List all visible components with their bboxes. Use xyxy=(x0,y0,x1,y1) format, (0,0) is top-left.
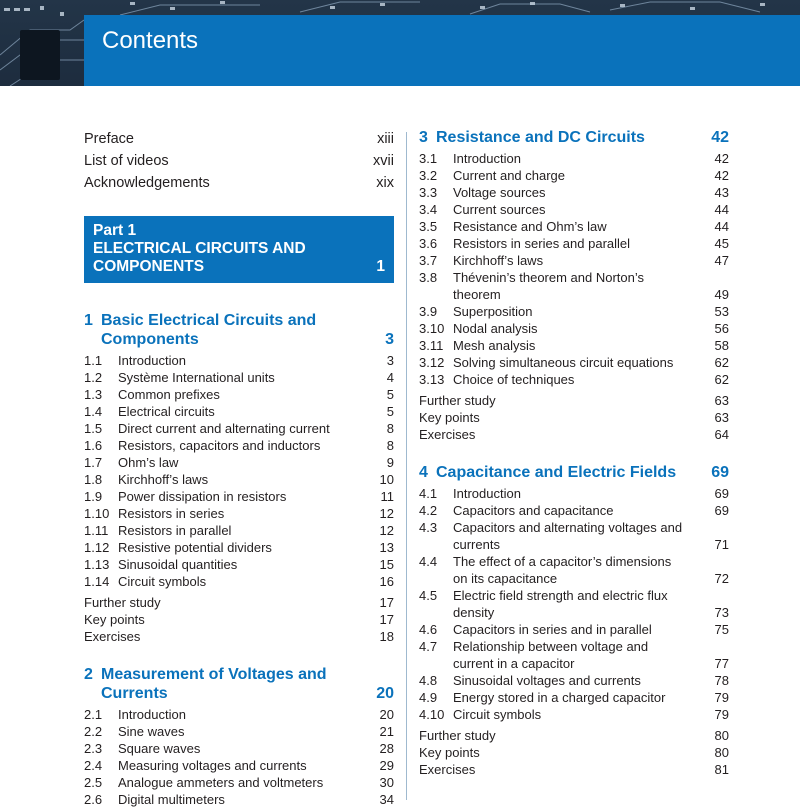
entry-title: Introduction xyxy=(118,707,186,722)
entry-title: Resistance and DC Circuits xyxy=(436,129,645,146)
toc-entry[interactable] xyxy=(419,519,729,553)
page-number: 62 xyxy=(714,372,729,387)
section-number: 4.1 xyxy=(419,486,438,501)
entry-title: Common prefixes xyxy=(118,387,220,402)
section-number: 3.12 xyxy=(419,355,445,370)
entry-title: Key points xyxy=(419,745,480,760)
entry-title: Basic Electrical Circuits and xyxy=(101,312,317,329)
section-number: 2.1 xyxy=(84,707,103,722)
toc-extra-entry[interactable] xyxy=(84,611,394,628)
entry-title: Currents xyxy=(101,685,168,702)
part-label: Part 1 xyxy=(93,222,137,239)
section-number: 4.10 xyxy=(419,707,445,722)
section-number: 3.3 xyxy=(419,185,438,200)
entry-title: Preface xyxy=(84,131,134,147)
entry-title: Circuit symbols xyxy=(453,707,542,722)
section-number: 4.6 xyxy=(419,622,438,637)
toc-entry[interactable] xyxy=(419,218,729,235)
section-number: 1.8 xyxy=(84,472,103,487)
section-number: 4.4 xyxy=(419,554,438,569)
toc-entry[interactable] xyxy=(419,201,729,218)
entry-title: Relationship between voltage and xyxy=(453,639,649,654)
section-number: 1.10 xyxy=(84,506,110,521)
page-number: 17 xyxy=(379,595,394,610)
entry-title: Current sources xyxy=(453,202,546,217)
entry-title: Introduction xyxy=(453,486,521,501)
page-number: 72 xyxy=(714,571,729,586)
entry-title: theorem xyxy=(453,287,501,302)
entry-title: current in a capacitor xyxy=(453,656,575,671)
page-number: 81 xyxy=(714,762,729,777)
entry-title: Acknowledgements xyxy=(84,175,210,191)
toc-entry[interactable] xyxy=(84,471,394,488)
page-number: 28 xyxy=(379,741,394,756)
section-number: 3.4 xyxy=(419,202,438,217)
entry-title: Electric field strength and electric flux xyxy=(453,588,668,603)
toc-entry[interactable] xyxy=(84,403,394,420)
entry-title: Sinusoidal voltages and currents xyxy=(453,673,641,688)
entry-title: Thévenin’s theorem and Norton’s xyxy=(453,270,645,285)
entry-title: Choice of techniques xyxy=(453,372,575,387)
entry-title: Resistors in parallel xyxy=(118,523,232,538)
section-number: 3.9 xyxy=(419,304,438,319)
toc-entry[interactable] xyxy=(419,621,729,638)
section-number: 4.3 xyxy=(419,520,438,535)
entry-title: Ohm’s law xyxy=(118,455,179,470)
entry-title: Resistors, capacitors and inductors xyxy=(118,438,321,453)
section-number: 1.14 xyxy=(84,574,110,589)
front-matter-item[interactable] xyxy=(84,172,394,194)
entry-title: Measurement of Voltages and xyxy=(101,666,327,683)
page-number: 79 xyxy=(714,690,729,705)
toc-entry[interactable] xyxy=(419,167,729,184)
toc-entry[interactable] xyxy=(84,740,394,757)
entry-title: density xyxy=(453,605,495,620)
entry-title: Key points xyxy=(84,612,145,627)
toc-entry[interactable] xyxy=(84,369,394,386)
entry-title: Solving simultaneous circuit equations xyxy=(453,355,674,370)
entry-title: Introduction xyxy=(453,151,521,166)
section-number: 3.5 xyxy=(419,219,438,234)
entry-title: Introduction xyxy=(118,353,186,368)
section-number: 4.9 xyxy=(419,690,438,705)
toc-entry[interactable] xyxy=(419,184,729,201)
page-number: 15 xyxy=(379,557,394,572)
page-number: 16 xyxy=(379,574,394,589)
section-number: 1.6 xyxy=(84,438,103,453)
entry-title: Superposition xyxy=(453,304,533,319)
section-number: 1.2 xyxy=(84,370,103,385)
entry-title: Resistors in series and parallel xyxy=(453,236,631,251)
page-number: 8 xyxy=(386,421,394,436)
section-number: 1.9 xyxy=(84,489,103,504)
page-number: 17 xyxy=(379,612,394,627)
entry-title: Resistive potential dividers xyxy=(118,540,272,555)
section-number: 3.2 xyxy=(419,168,438,183)
toc-entry[interactable] xyxy=(84,437,394,454)
page-number: xix xyxy=(376,175,394,191)
toc-entry[interactable] xyxy=(84,386,394,403)
chapter-1-heading[interactable] xyxy=(84,311,394,349)
page-number: 29 xyxy=(379,758,394,773)
part-1-box[interactable] xyxy=(84,216,394,283)
section-number: 2.5 xyxy=(84,775,103,790)
toc-entry[interactable] xyxy=(84,488,394,505)
section-number: 1.12 xyxy=(84,540,110,555)
page-number: 5 xyxy=(386,404,394,419)
entry-title: Components xyxy=(101,331,199,348)
toc-entry[interactable] xyxy=(84,774,394,791)
page-number: 80 xyxy=(714,728,729,743)
toc-extra-entry[interactable] xyxy=(84,628,394,645)
toc-entry[interactable] xyxy=(419,235,729,252)
toc-entry[interactable] xyxy=(84,556,394,573)
section-number: 3.1 xyxy=(419,151,438,166)
entry-title: Analogue ammeters and voltmeters xyxy=(118,775,324,790)
chapter-3 xyxy=(419,128,729,443)
front-matter-list xyxy=(84,128,394,194)
page-number: 71 xyxy=(714,537,729,552)
section-number: 1.1 xyxy=(84,353,103,368)
toc-extra-entry[interactable] xyxy=(419,409,729,426)
section-number: 3.13 xyxy=(419,372,445,387)
toc-entry[interactable] xyxy=(419,485,729,502)
page-title: Contents xyxy=(102,27,199,54)
entry-title: Current and charge xyxy=(453,168,566,183)
section-number: 1.11 xyxy=(84,523,109,538)
entry-title: Capacitance and Electric Fields xyxy=(436,464,677,481)
entry-title: Sine waves xyxy=(118,724,185,739)
toc-entry[interactable] xyxy=(84,505,394,522)
contents-title-band xyxy=(84,15,800,86)
page-number: 78 xyxy=(714,673,729,688)
entry-title: Digital multimeters xyxy=(118,792,225,807)
page-number: 4 xyxy=(386,370,394,385)
entry-title: Capacitors in series and in parallel xyxy=(453,622,652,637)
section-number: 1.4 xyxy=(84,404,103,419)
page-number: 69 xyxy=(714,503,729,518)
section-number: 3.8 xyxy=(419,270,438,285)
page-number: 43 xyxy=(714,185,729,200)
entry-title: Nodal analysis xyxy=(453,321,538,336)
toc-entry[interactable] xyxy=(84,420,394,437)
entry-title: The effect of a capacitor’s dimensions xyxy=(453,554,672,569)
toc-extra-entry[interactable] xyxy=(419,392,729,409)
section-number: 3.10 xyxy=(419,321,445,336)
toc-extra-entry[interactable] xyxy=(419,761,729,778)
section-number: 1.7 xyxy=(84,455,103,470)
page-number: 42 xyxy=(714,151,729,166)
page-number: 47 xyxy=(714,253,729,268)
entry-title: 4 xyxy=(419,464,428,481)
chapter-4 xyxy=(419,463,729,778)
page-number: 44 xyxy=(714,202,729,217)
entry-title: Further study xyxy=(419,728,496,743)
section-number: 4.7 xyxy=(419,639,438,654)
chapter-4-heading[interactable] xyxy=(419,463,729,482)
entry-title: Energy stored in a charged capacitor xyxy=(453,690,666,705)
toc-extra-entry[interactable] xyxy=(419,744,729,761)
entry-title: Resistance and Ohm’s law xyxy=(453,219,607,234)
toc-entry[interactable] xyxy=(419,354,729,371)
page-number: 45 xyxy=(714,236,729,251)
entry-title: Kirchhoff’s laws xyxy=(453,253,544,268)
toc-entry[interactable] xyxy=(419,502,729,519)
entry-title: Electrical circuits xyxy=(118,404,215,419)
part-page: 1 xyxy=(376,258,385,275)
page-number: 30 xyxy=(379,775,394,790)
section-number: 3.6 xyxy=(419,236,438,251)
section-number: 2.3 xyxy=(84,741,103,756)
toc-entry[interactable] xyxy=(84,573,394,590)
entry-title: Power dissipation in resistors xyxy=(118,489,287,504)
section-number: 3.7 xyxy=(419,253,438,268)
page-number: 49 xyxy=(714,287,729,302)
entry-title: Measuring voltages and currents xyxy=(118,758,307,773)
page-number: 3 xyxy=(386,353,394,368)
section-number: 2.6 xyxy=(84,792,103,807)
section-number: 1.3 xyxy=(84,387,103,402)
page-number: 9 xyxy=(386,455,394,470)
page-number: 42 xyxy=(714,168,729,183)
entry-title: 42 xyxy=(711,129,729,146)
page-number: 63 xyxy=(714,393,729,408)
toc-entry[interactable] xyxy=(419,252,729,269)
entry-title: Système International units xyxy=(118,370,275,385)
entry-title: 1 xyxy=(84,312,93,329)
toc-right-column xyxy=(419,128,729,778)
page-number: 10 xyxy=(379,472,394,487)
page-number: 80 xyxy=(714,745,729,760)
toc-entry[interactable] xyxy=(419,269,729,303)
section-number: 4.2 xyxy=(419,503,438,518)
toc-entry[interactable] xyxy=(419,672,729,689)
toc-entry[interactable] xyxy=(84,539,394,556)
entry-title: Mesh analysis xyxy=(453,338,536,353)
entry-title: Sinusoidal quantities xyxy=(118,557,238,572)
column-divider xyxy=(406,132,407,800)
toc-entry[interactable] xyxy=(419,150,729,167)
toc-entry[interactable] xyxy=(419,337,729,354)
page-number: xiii xyxy=(377,131,394,147)
toc-entry[interactable] xyxy=(84,757,394,774)
toc-extra-entry[interactable] xyxy=(84,594,394,611)
part-title-line1: ELECTRICAL CIRCUITS AND xyxy=(93,240,306,257)
toc-entry[interactable] xyxy=(419,320,729,337)
section-number: 2.4 xyxy=(84,758,103,773)
page-number: xvii xyxy=(373,153,394,169)
toc-entry[interactable] xyxy=(84,352,394,369)
chapter-3-heading[interactable] xyxy=(419,128,729,147)
toc-entry[interactable] xyxy=(419,689,729,706)
page-number: 75 xyxy=(714,622,729,637)
toc-left-column xyxy=(84,128,394,808)
section-number: 4.5 xyxy=(419,588,438,603)
page-number: 79 xyxy=(714,707,729,722)
entry-title: Further study xyxy=(419,393,496,408)
entry-title: List of videos xyxy=(84,153,169,169)
page-number: 69 xyxy=(714,486,729,501)
entry-title: Direct current and alternating current xyxy=(118,421,330,436)
page-number: 12 xyxy=(379,506,394,521)
page-number: 5 xyxy=(386,387,394,402)
front-matter-item[interactable] xyxy=(84,128,394,150)
entry-title: Key points xyxy=(419,410,480,425)
entry-title: 3 xyxy=(385,331,394,348)
toc-entry[interactable] xyxy=(84,706,394,723)
page-number: 8 xyxy=(386,438,394,453)
entry-title: Further study xyxy=(84,595,161,610)
entry-title: on its capacitance xyxy=(453,571,558,586)
entry-title: Kirchhoff’s laws xyxy=(118,472,209,487)
toc-extra-entry[interactable] xyxy=(419,426,729,443)
entry-title: 3 xyxy=(419,129,428,146)
page-number: 18 xyxy=(379,629,394,644)
page-number: 44 xyxy=(714,219,729,234)
page-number: 11 xyxy=(380,489,394,504)
page-number: 58 xyxy=(714,338,729,353)
page-number: 62 xyxy=(714,355,729,370)
toc-extra-entry[interactable] xyxy=(419,727,729,744)
entry-title: Circuit symbols xyxy=(118,574,207,589)
page-number: 77 xyxy=(714,656,729,671)
toc-entry[interactable] xyxy=(419,638,729,672)
toc-entry[interactable] xyxy=(419,706,729,723)
chapter-2 xyxy=(84,665,394,808)
page-number: 73 xyxy=(714,605,729,620)
section-number: 4.8 xyxy=(419,673,438,688)
part-title-line2: COMPONENTS xyxy=(93,258,205,275)
section-number: 1.5 xyxy=(84,421,103,436)
toc-entry[interactable] xyxy=(419,303,729,320)
toc-entry[interactable] xyxy=(419,371,729,388)
chapter-1 xyxy=(84,311,394,645)
page-number: 12 xyxy=(379,523,394,538)
toc-entry[interactable] xyxy=(84,522,394,539)
entry-title: Exercises xyxy=(419,427,476,442)
toc-entry[interactable] xyxy=(84,454,394,471)
section-number: 3.11 xyxy=(419,338,444,353)
page-number: 20 xyxy=(379,707,394,722)
page-number: 56 xyxy=(714,321,729,336)
toc-entry[interactable] xyxy=(419,553,729,587)
entry-title: Capacitors and alternating voltages and xyxy=(453,520,683,535)
page-number: 63 xyxy=(714,410,729,425)
entry-title: 2 xyxy=(84,666,93,683)
entry-title: currents xyxy=(453,537,500,552)
entry-title: Voltage sources xyxy=(453,185,546,200)
page-number: 21 xyxy=(379,724,394,739)
toc-entry[interactable] xyxy=(84,723,394,740)
entry-title: Resistors in series xyxy=(118,506,225,521)
page-number: 34 xyxy=(379,792,394,807)
section-number: 2.2 xyxy=(84,724,103,739)
entry-title: Square waves xyxy=(118,741,201,756)
page-number: 64 xyxy=(714,427,729,442)
entry-title: Exercises xyxy=(419,762,476,777)
entry-title: Exercises xyxy=(84,629,141,644)
entry-title: Capacitors and capacitance xyxy=(453,503,614,518)
page-number: 53 xyxy=(714,304,729,319)
entry-title: 69 xyxy=(711,464,729,481)
entry-title: 20 xyxy=(376,685,394,702)
front-matter-item[interactable] xyxy=(84,150,394,172)
section-number: 1.13 xyxy=(84,557,110,572)
toc-entry[interactable] xyxy=(419,587,729,621)
page-number: 13 xyxy=(379,540,394,555)
chapter-2-heading[interactable] xyxy=(84,665,394,703)
